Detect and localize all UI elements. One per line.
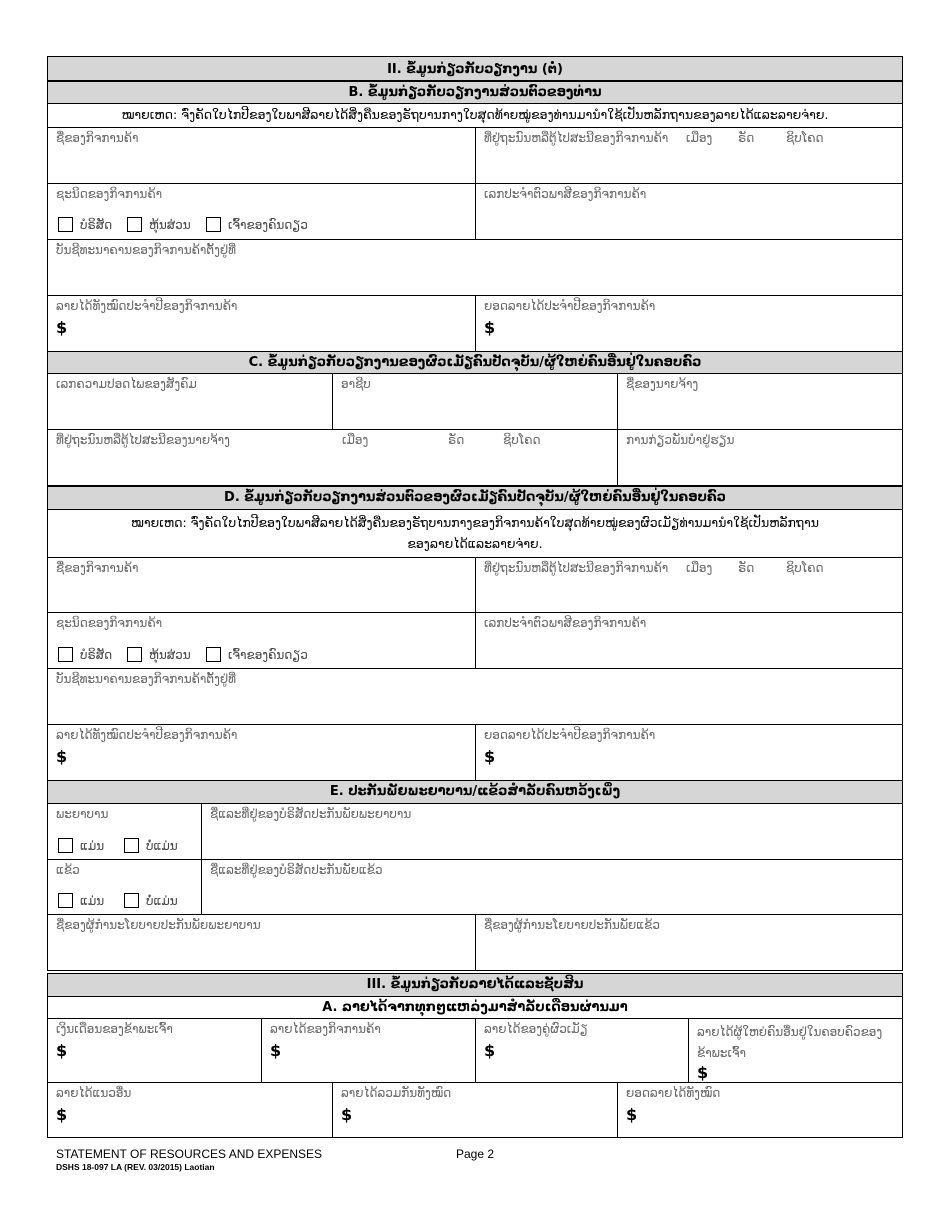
c-health-insurance-field[interactable]: ການກ່ຽວພັນບໍາຢູ່ຮຽນ [617, 429, 903, 486]
checkbox-icon [206, 647, 221, 662]
e-dental-company-field[interactable]: ຊື່ແລະທີ່ຢູ່ຂອງບໍຣິສັດປະກັນພັຍແຂ້ວ [201, 859, 903, 915]
b-business-name-field[interactable]: ຊື່ຂອງກິຈການຄ້າ [47, 127, 476, 184]
b-annual-net-field[interactable]: ລາຍໄດ້ທັງໝົດປະຈຳປີຂອງກິຈການຄ້າ $ [47, 295, 476, 352]
b-sole-owner-checkbox[interactable]: ເຈົ້າຂອງຄົນດຽວ [206, 217, 308, 232]
b-accountant-field[interactable]: ບັນຊີທະນາຄານຂອງກິຈການຄ້າຕັ້ງຢູ່ທີ່ [47, 239, 903, 296]
a-gross-total-field[interactable]: ຍອດລາຍໄດ້ທັງໝົດ $ [617, 1082, 903, 1138]
e-dental-no-checkbox[interactable]: ບໍ່ແມ່ນ [124, 893, 178, 908]
section-ii-title: II. ຂໍ້ມູນກ່ຽວກັບວຽກງານ (ຕໍ່) [387, 62, 563, 77]
a-other-adult-income-field[interactable]: ລາຍໄດ້ຜູ້ໃຫຍ່ຄົນອື່ນຢູ່ໃນຄອບຄົວຂອງ ຂ້າພະເຈົ້າ $ [688, 1018, 903, 1083]
section-iii-title: III. ຂໍ້ມູນກ່ຽວກັບລາຍໄດ້ແລະຊັບສິນ [366, 977, 584, 992]
footer-form-id: DSHS 18-097 LA (REV. 03/2015) Laotian [56, 1162, 215, 1172]
d-business-address-field[interactable]: ທີ່ຢູ່ຖະນົນຫລືຕູ້ໄປສະນີຂອງກິຈການຄ້າ ເມືອງ ຣັດ ຊິບໂຄດ [475, 557, 903, 613]
checkbox-icon [58, 217, 73, 232]
section-d-header [47, 486, 903, 510]
d-partnership-checkbox[interactable]: ຫຸ້ນສ່ວນ [127, 647, 191, 662]
b-tax-id-field[interactable]: ເລກປະຈຳຕົວພາສີຂອງກິຈການຄ້າ [475, 183, 903, 240]
checkbox-icon [127, 217, 142, 232]
e-medical-company-field[interactable]: ຊື່ແລະທີ່ຢູ່ຂອງບໍຣິສັດປະກັນພັຍພະຍາບານ [201, 803, 903, 860]
b-annual-gross-field[interactable]: ຍອດລາຍໄດ້ປະຈຳປີຂອງກິຈການຄ້າ $ [475, 295, 903, 352]
e-dental-yes-checkbox[interactable]: ແມ່ນ [58, 893, 104, 908]
section-iii-header [47, 973, 903, 997]
d-business-name-field[interactable]: ຊື່ຂອງກິຈການຄ້າ [47, 557, 476, 613]
section-ii-header [47, 56, 903, 81]
a-spouse-income-field[interactable]: ລາຍໄດ້ຂອງຄູ່ຜົວເມັຽ $ [475, 1018, 689, 1083]
a-business-income-field[interactable]: ລາຍໄດ້ຂອງກິຈການຄ້າ $ [261, 1018, 476, 1083]
checkbox-icon [124, 893, 139, 908]
section-c-title: C. ຂໍ້ມູນກ່ຽວກັບວຽກງານຂອງຜົວເມັຽຄົນປັດຈຸບັນ/ຜູ້ໃຫຍ່ຄົນອື່ນຢູ່ໃນຄອບຄົວ [248, 355, 702, 370]
checkbox-icon [58, 647, 73, 662]
e-medical-no-checkbox[interactable]: ບໍ່ແມ່ນ [124, 838, 178, 853]
checkbox-icon [58, 893, 73, 908]
checkbox-icon [206, 217, 221, 232]
section-b-notice: ໝາຍເຫດ: ຈົ່ງຄັດໃບໄກປີຂອງໃບພາສີລາຍໄດ້ສິ່ງຄືນຂອງຣັຖບານກາງໃບສຸດທ້າຍໝູ່ຂອງທ່ານມານຳໃຊ້ເປັນຫລັກຖານຂອງລາຍໄດ້ແລະລາຍຈ່າຍ. [47, 104, 903, 127]
section-e-header [47, 780, 903, 804]
footer-page-number: Page 2 [456, 1147, 495, 1161]
b-corp-checkbox[interactable]: ບໍຣິສັດ [58, 217, 112, 232]
section-d-title: D. ຂໍ້ມູນກ່ຽວກັບວຽກງານສ່ວນຕົວຂອງຜົວເມັຽຄົນປັດຈຸບັນ/ຜູ້ໃຫຍ່ຄົນອື່ນຢູ່ໃນຄອບຄົວ [224, 490, 726, 505]
d-sole-owner-checkbox[interactable]: ເຈົ້າຂອງຄົນດຽວ [206, 647, 308, 662]
section-d-notice: ໝາຍເຫດ: ຈົ່ງຄັດໃບໄກປີຂອງໃບພາສີລາຍໄດ້ສິ່ງຄືນຂອງຣັຖບານກາງຂອງກິຈການຄ້າໃບສຸດທ້າຍໝູ່ຂອງຜົວເມັຽທ່ານມານຳໃຊ້ເປັນຫລັກຖານ ຂອງລາຍໄດ້ແລະລາຍຈ່າຍ. [47, 510, 903, 558]
d-tax-id-field[interactable]: ເລກປະຈຳຕົວພາສີຂອງກິຈການຄ້າ [475, 612, 903, 669]
section-c-header [47, 351, 903, 374]
section-b-title: B. ຂໍ້ມູນກ່ຽວກັບວຽກງານສ່ວນຕົວຂອງທ່ານ [348, 85, 602, 100]
e-dental-policy-holder-field[interactable]: ຊື່ຂອງຜູ້ກຳນະໂຍບາຍປະກັນພັຍແຂ້ວ [475, 914, 903, 971]
d-annual-net-field[interactable]: ລາຍໄດ້ທັງໝົດປະຈຳປີຂອງກິຈການຄ້າ $ [47, 724, 476, 781]
a-other-income-field[interactable]: ລາຍໄດ້ແນວອື່ນ $ [47, 1082, 333, 1138]
c-employer-field[interactable]: ຊື່ຂອງນາຍຈ້າງ [617, 373, 903, 430]
b-business-address-field[interactable]: ທີ່ຢູ່ຖະນົນຫລືຕູ້ໄປສະນີຂອງກິຈການຄ້າ ເມືອງ ຣັດ ຊິບໂຄດ [475, 127, 903, 184]
e-med-policy-holder-field[interactable]: ຊື່ຂອງຜູ້ກຳນະໂຍບາຍປະກັນພັຍພະຍາບານ [47, 914, 476, 971]
checkbox-icon [58, 838, 73, 853]
checkbox-icon [124, 838, 139, 853]
section-b-header [47, 81, 903, 104]
section-a-title: A. ລາຍໄດ້ຈາກທຸກໆແຫລ່ງມາສຳລັບເດືອນຜ່ານມາ [322, 1000, 628, 1015]
d-corp-checkbox[interactable]: ບໍຣິສັດ [58, 647, 112, 662]
a-my-wages-field[interactable]: ເງິນເດືອນຂອງຂ້າພະເຈົ້າ $ [47, 1018, 262, 1083]
section-e-title: E. ປະກັນພັຍພະຍາບານ/ແຂ້ວສຳລັບຄົນຫວ້ງເພິ່ງ [329, 784, 621, 799]
c-employer-address-field[interactable]: ທີ່ຢູ່ຖະນົນຫລືຕູ້ໄປສະນີຂອງນາຍຈ້າງ ເມືອງ ຣັດ ຊິບໂຄດ [47, 429, 618, 486]
a-total-income-field[interactable]: ລາຍໄດ້ລວມກັນທັງໝົດ $ [332, 1082, 618, 1138]
section-a-header [47, 996, 903, 1019]
e-dental-field: ແຂ້ວ ແມ່ນ ບໍ່ແມ່ນ [47, 859, 202, 915]
c-occupation-field[interactable]: ອາຊີບ [332, 373, 618, 430]
footer-title: STATEMENT OF RESOURCES AND EXPENSES [56, 1147, 323, 1161]
d-accountant-field[interactable]: ບັນຊີທະນາຄານຂອງກິຈການຄ້າຕັ້ງຢູ່ທີ່ [47, 668, 903, 725]
d-annual-gross-field[interactable]: ຍອດລາຍໄດ້ປະຈຳປີຂອງກິຈການຄ້າ $ [475, 724, 903, 781]
checkbox-icon [127, 647, 142, 662]
e-medical-field: ພະຍາບານ ແມ່ນ ບໍ່ແມ່ນ [47, 803, 202, 860]
d-business-type-field: ຊະນິດຂອງກິຈການຄ້າ ບໍຣິສັດ ຫຸ້ນສ່ວນ ເຈົ້າຂອງຄົນດຽວ [47, 612, 476, 669]
e-medical-yes-checkbox[interactable]: ແມ່ນ [58, 838, 104, 853]
b-business-type-field: ຊະນິດຂອງກິຈການຄ້າ ບໍຣິສັດ ຫຸ້ນສ່ວນ ເຈົ້າຂອງຄົນດຽວ [47, 183, 476, 240]
c-ssn-field[interactable]: ເລກຄວາມປອດໄພຂອງສັງຄົມ [47, 373, 333, 430]
b-partnership-checkbox[interactable]: ຫຸ້ນສ່ວນ [127, 217, 191, 232]
